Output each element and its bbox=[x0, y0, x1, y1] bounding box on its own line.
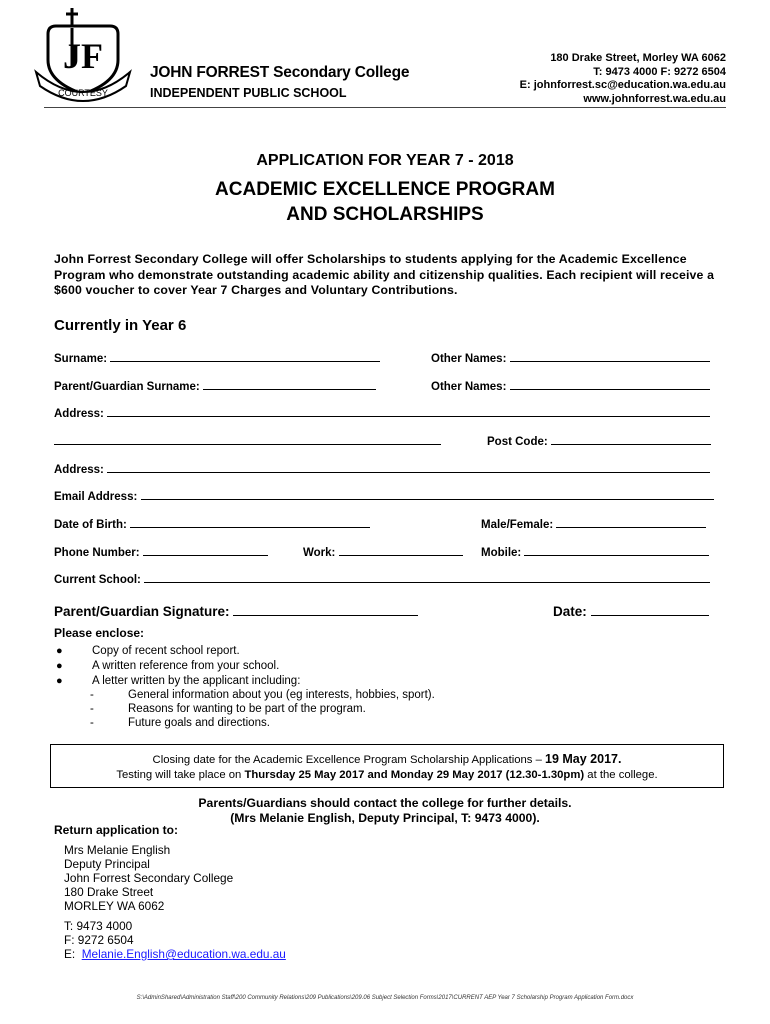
phone-input-line[interactable] bbox=[143, 545, 268, 556]
testing-dates: Thursday 25 May 2017 and Monday 29 May 2017 (12.30-1.30pm) bbox=[244, 769, 585, 781]
section-heading: Currently in Year 6 bbox=[54, 317, 187, 334]
other-names-input-line-1[interactable] bbox=[510, 351, 710, 362]
testing-location: at the college. bbox=[584, 769, 658, 781]
school-phone-fax: T: 9473 4000 F: 9272 6504 bbox=[593, 65, 726, 78]
school-contact-block bbox=[520, 52, 726, 106]
school-name: JOHN FORREST Secondary College bbox=[150, 64, 410, 81]
program-title-line-2: AND SCHOLARSHIPS bbox=[286, 204, 484, 225]
return-school: John Forrest Secondary College bbox=[64, 871, 234, 885]
dash-marker: - bbox=[90, 703, 94, 715]
other-names-label-1: Other Names: bbox=[431, 353, 507, 365]
enclose-item: Copy of recent school report. bbox=[92, 645, 240, 657]
post-code-input-line[interactable] bbox=[551, 434, 711, 445]
contact-note bbox=[0, 796, 770, 825]
school-subtitle: INDEPENDENT PUBLIC SCHOOL bbox=[150, 86, 347, 100]
return-phone: T: 9473 4000 bbox=[64, 919, 133, 933]
other-names-field-2[interactable] bbox=[431, 379, 710, 393]
mobile-label: Mobile: bbox=[481, 547, 522, 559]
return-heading: Return application to: bbox=[54, 823, 178, 837]
date-field[interactable] bbox=[553, 603, 709, 619]
enclose-subitem: General information about you (eg interests, hobbies, sport). bbox=[128, 689, 435, 701]
parent-surname-input-line[interactable] bbox=[203, 379, 376, 390]
signature-field[interactable] bbox=[54, 603, 418, 619]
gender-label: Male/Female: bbox=[481, 519, 554, 531]
testing-text: Testing will take place on bbox=[116, 769, 245, 781]
email-label: Email Address: bbox=[54, 491, 138, 503]
phone-field[interactable] bbox=[54, 545, 268, 559]
return-name: Mrs Melanie English bbox=[64, 843, 171, 857]
intro-paragraph: John Forrest Secondary College will offer Scholarships to students applying for the Academic Excellence Program who demonstrate outstanding academic ability and citizenship qualities. Each recipient will receive a $600 voucher to cover Year 7 Charges and Voluntary Contributions. bbox=[54, 252, 715, 297]
closing-date-text: Closing date for the Academic Excellence Program Scholarship Applications – bbox=[152, 754, 545, 766]
address-input-line-2[interactable] bbox=[107, 462, 710, 473]
phone-label: Phone Number: bbox=[54, 547, 140, 559]
address-field-1[interactable] bbox=[54, 406, 710, 420]
closing-date: 19 May 2017. bbox=[545, 752, 622, 766]
date-input-line[interactable] bbox=[591, 603, 709, 616]
svg-text:JF: JF bbox=[63, 36, 103, 76]
return-fax: F: 9272 6504 bbox=[64, 933, 134, 947]
work-input-line[interactable] bbox=[339, 545, 463, 556]
other-names-label-2: Other Names: bbox=[431, 381, 507, 393]
header-divider bbox=[44, 107, 726, 108]
signature-input-line[interactable] bbox=[233, 603, 418, 616]
enclose-heading: Please enclose: bbox=[54, 626, 145, 640]
date-label: Date: bbox=[553, 604, 587, 619]
closing-date-line bbox=[51, 752, 723, 766]
mobile-field[interactable] bbox=[481, 545, 709, 559]
dob-field[interactable] bbox=[54, 517, 370, 531]
signature-label: Parent/Guardian Signature: bbox=[54, 604, 230, 619]
return-email-link[interactable]: Melanie.English@education.wa.edu.au bbox=[81, 947, 286, 961]
school-address: 180 Drake Street, Morley WA 6062 bbox=[550, 52, 726, 64]
bullet-icon: ● bbox=[56, 660, 63, 672]
gender-field[interactable] bbox=[481, 517, 706, 531]
surname-field[interactable] bbox=[54, 351, 380, 365]
current-school-input-line[interactable] bbox=[144, 572, 710, 583]
return-address bbox=[64, 843, 233, 913]
dash-marker: - bbox=[90, 689, 94, 701]
return-suburb: MORLEY WA 6062 bbox=[64, 899, 165, 913]
other-names-field-1[interactable] bbox=[431, 351, 710, 365]
contact-note-line-2: (Mrs Melanie English, Deputy Principal, T: 9473 4000). bbox=[230, 810, 540, 825]
parent-surname-field[interactable] bbox=[54, 379, 376, 393]
address-continuation-line[interactable] bbox=[54, 434, 441, 445]
current-school-label: Current School: bbox=[54, 574, 141, 586]
return-contact bbox=[64, 919, 286, 961]
testing-line bbox=[51, 769, 723, 781]
form-title: APPLICATION FOR YEAR 7 - 2018 bbox=[256, 152, 514, 169]
email-input-line[interactable] bbox=[141, 489, 714, 500]
email-field[interactable] bbox=[54, 489, 714, 503]
address-input-line-1[interactable] bbox=[107, 406, 710, 417]
svg-text:COURTESY: COURTESY bbox=[58, 88, 108, 98]
contact-note-line-1: Parents/Guardians should contact the college for further details. bbox=[198, 796, 572, 810]
school-email: E: johnforrest.sc@education.wa.edu.au bbox=[519, 79, 726, 91]
return-email-label: E: bbox=[64, 947, 82, 961]
enclose-item: A written reference from your school. bbox=[92, 660, 280, 672]
work-label: Work: bbox=[303, 547, 336, 559]
post-code-field[interactable] bbox=[487, 434, 711, 448]
bullet-icon: ● bbox=[56, 675, 63, 687]
gender-input-line[interactable] bbox=[556, 517, 706, 528]
enclose-subitem: Reasons for wanting to be part of the program. bbox=[128, 703, 366, 715]
program-title-line-1: ACADEMIC EXCELLENCE PROGRAM bbox=[215, 179, 555, 200]
closing-date-box bbox=[50, 744, 724, 788]
school-website: www.johnforrest.wa.edu.au bbox=[583, 92, 726, 105]
surname-label: Surname: bbox=[54, 353, 108, 365]
bullet-icon: ● bbox=[56, 645, 63, 657]
work-field[interactable] bbox=[303, 545, 463, 559]
post-code-label: Post Code: bbox=[487, 436, 548, 448]
address-continuation-field[interactable] bbox=[54, 434, 441, 448]
surname-input-line[interactable] bbox=[110, 351, 380, 362]
return-position: Deputy Principal bbox=[64, 857, 150, 871]
address-field-2[interactable] bbox=[54, 462, 710, 476]
dob-label: Date of Birth: bbox=[54, 519, 127, 531]
other-names-input-line-2[interactable] bbox=[510, 379, 710, 390]
return-street: 180 Drake Street bbox=[64, 885, 154, 899]
enclose-subitem: Future goals and directions. bbox=[128, 717, 270, 729]
address-label-1: Address: bbox=[54, 408, 104, 420]
dob-input-line[interactable] bbox=[130, 517, 370, 528]
school-crest-logo bbox=[34, 6, 132, 104]
mobile-input-line[interactable] bbox=[524, 545, 709, 556]
parent-surname-label: Parent/Guardian Surname: bbox=[54, 381, 200, 393]
program-title bbox=[0, 177, 770, 227]
address-label-2: Address: bbox=[54, 464, 104, 476]
dash-marker: - bbox=[90, 717, 94, 729]
file-path-footer: S:\AdminShared\Administration Staff\200 Community Relations\209 Publications\209.06 Subject Selection Forms\2017\CURRENT AEP Year 7 Scholarship Program Application Form.docx bbox=[136, 995, 634, 1001]
enclose-item: A letter written by the applicant including: bbox=[92, 675, 301, 687]
current-school-field[interactable] bbox=[54, 572, 710, 586]
